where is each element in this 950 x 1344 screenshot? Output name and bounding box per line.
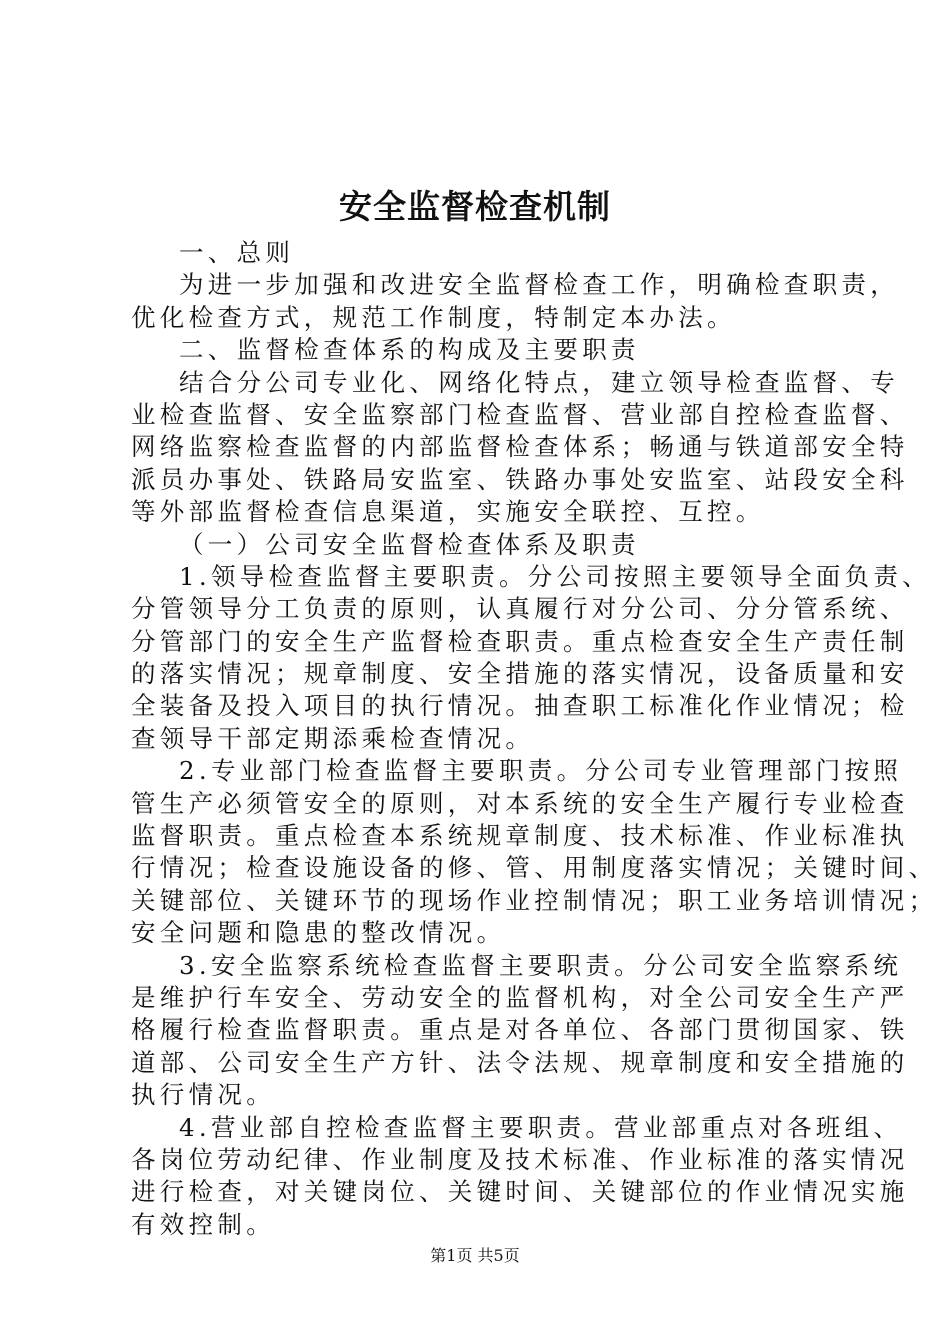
document-body xyxy=(131,237,938,1241)
paragraph xyxy=(131,334,891,366)
paragraph xyxy=(131,269,899,334)
text-line: 派员办事处、铁路局安监室、铁路办事处安监室、站段安全科 xyxy=(131,464,909,494)
text-line: （一）公司安全监督检查体系及职责 xyxy=(179,529,640,559)
text-line: 3.安全监察系统检查监督主要职责。分公司安全监察系统 xyxy=(179,950,903,980)
text-line: 各岗位劳动纪律、作业制度及技术标准、作业标准的落实情况 xyxy=(131,1144,909,1174)
text-line: 是维护行车安全、劳动安全的监督机构，对全公司安全生产严 xyxy=(131,982,909,1012)
text-line: 查领导干部定期添乘检查情况。 xyxy=(131,723,535,753)
text-line: 一、总则 xyxy=(179,238,295,267)
text-line: 二、监督检查体系的构成及主要职责 xyxy=(179,335,640,365)
text-line: 格履行检查监督职责。重点是对各单位、各部门贯彻国家、铁 xyxy=(131,1015,909,1045)
paragraph xyxy=(131,367,909,529)
text-line: 道部、公司安全生产方针、法令法规、规章制度和安全措施的 xyxy=(131,1047,909,1077)
text-line: 为进一步加强和改进安全监督检查工作，明确检查职责， xyxy=(179,270,899,300)
text-line: 业检查监督、安全监察部门检查监督、营业部自控检查监督、 xyxy=(131,399,909,429)
text-line: 4.营业部自控检查监督主要职责。营业部重点对各班组、 xyxy=(179,1112,903,1142)
text-line: 监督职责。重点检查本系统规章制度、技术标准、作业标准执 xyxy=(131,821,909,851)
text-line: 执行情况。 xyxy=(131,1080,275,1110)
page-footer: 第1页 共5页 xyxy=(430,1246,520,1265)
document-title: 安全监督检查机制 xyxy=(339,187,611,226)
paragraph xyxy=(131,561,931,755)
paragraph xyxy=(131,755,938,949)
text-line: 2.专业部门检查监督主要职责。分公司专业管理部门按照 xyxy=(179,756,903,786)
paragraph xyxy=(131,1112,909,1242)
text-line: 1.领导检查监督主要职责。分公司按照主要领导全面负责、 xyxy=(179,561,931,591)
paragraph xyxy=(131,529,891,561)
paragraph xyxy=(131,950,909,1112)
text-line: 分管部门的安全生产监督检查职责。重点检查安全生产责任制 xyxy=(131,626,909,656)
text-line: 分管领导分工负责的原则，认真履行对分公司、分分管系统、 xyxy=(131,594,909,624)
paragraph xyxy=(131,237,891,269)
text-line: 等外部监督检查信息渠道，实施安全联控、互控。 xyxy=(131,497,765,527)
text-line: 安全问题和隐患的整改情况。 xyxy=(131,918,506,948)
text-line: 全装备及投入项目的执行情况。抽查职工标准化作业情况；检 xyxy=(131,691,909,721)
text-line: 网络监察检查监督的内部监督检查体系；畅通与铁道部安全特 xyxy=(131,432,909,462)
text-line: 管生产必须管安全的原则，对本系统的安全生产履行专业检查 xyxy=(131,788,909,818)
text-line: 优化检查方式，规范工作制度，特制定本办法。 xyxy=(131,302,736,332)
text-line: 关键部位、关键环节的现场作业控制情况；职工业务培训情况； xyxy=(131,885,938,915)
text-line: 有效控制。 xyxy=(131,1209,275,1239)
text-line: 行情况；检查设施设备的修、管、用制度落实情况；关键时间、 xyxy=(131,853,938,883)
text-line: 结合分公司专业化、网络化特点，建立领导检查监督、专 xyxy=(179,367,899,397)
text-line: 的落实情况；规章制度、安全措施的落实情况，设备质量和安 xyxy=(131,659,909,689)
text-line: 进行检查，对关键岗位、关键时间、关键部位的作业情况实施 xyxy=(131,1177,909,1207)
